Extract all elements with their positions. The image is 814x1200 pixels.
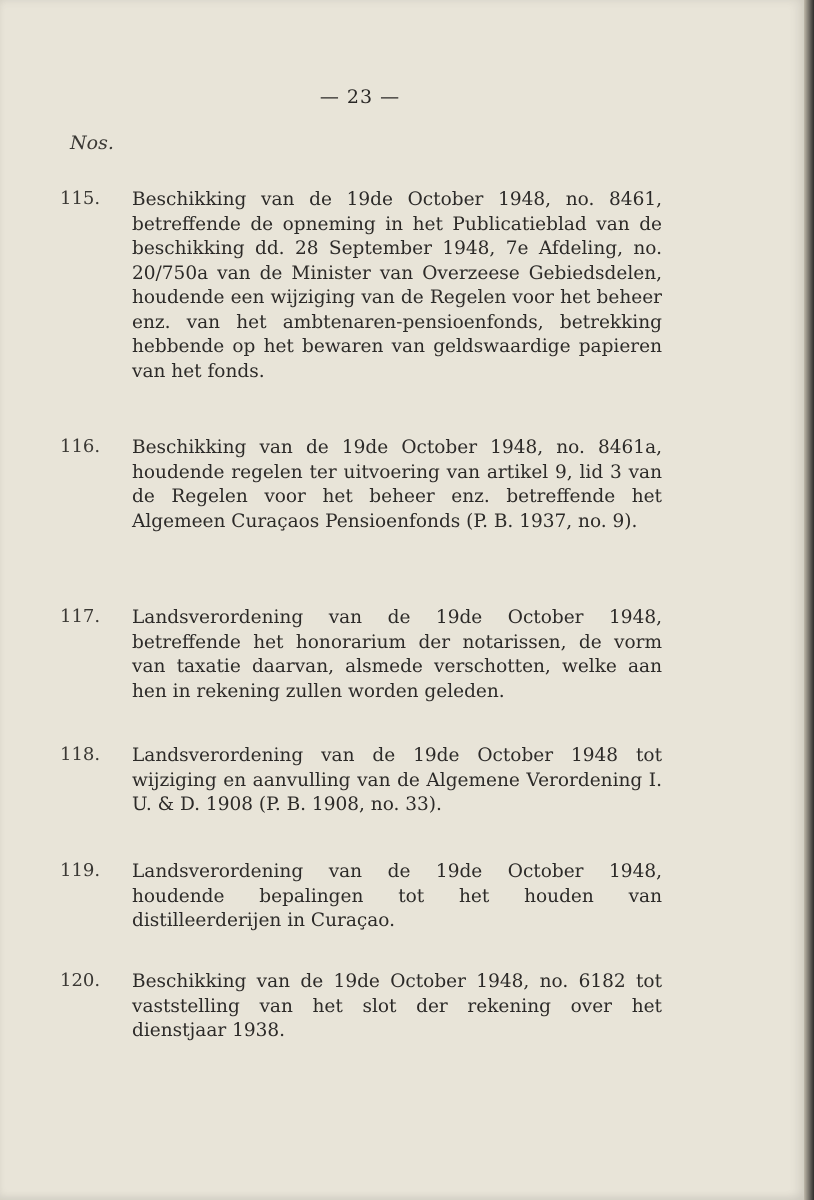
entry-text: Landsverordening van de 19de October 1948, houdende bepalingen tot het houden van distilleerderijen in Curaçao. <box>132 861 662 931</box>
entry-text: Landsverordening van de 19de October 1948, betreffende het honorarium der notarissen, de vorm van taxatie daarvan, alsmede verschotten, welke aan hen in rekening zullen worden geleden. <box>132 607 662 702</box>
entry-text: Beschikking van de 19de October 1948, no. 8461a, houdende regelen ter uitvoering van artikel 9, lid 3 van de Regelen voor het beheer enz. betreffende het Algemeen Curaçaos Pensioenfonds (P. B. 1937, no. 9). <box>132 437 662 532</box>
entry-number: 117. <box>60 606 101 627</box>
entry-number: 115. <box>60 188 101 209</box>
entry-text: Beschikking van de 19de October 1948, no. 8461, betreffende de opneming in het Publicatieblad van de beschikking dd. 28 September 1948, 7e Afdeling, no. 20/750a van de Minister van Overzeese Gebiedsdelen, houdende een wijziging van de Regelen voor het beheer enz. van het ambtenaren-pensioenfonds, betrekking hebbende op het bewaren van geldswaardige papieren van het fonds. <box>132 189 662 382</box>
entry-number: 120. <box>60 970 101 991</box>
entry-number: 119. <box>60 860 101 881</box>
entry-text: Beschikking van de 19de October 1948, no. 6182 tot vaststelling van het slot der rekening over het dienstjaar 1938. <box>132 971 662 1041</box>
nos-label: Nos. <box>70 132 114 154</box>
entry-number: 118. <box>60 744 101 765</box>
page-edge-shadow <box>804 0 814 1200</box>
page-number: — 23 — <box>319 86 401 108</box>
entry-text: Landsverordening van de 19de October 1948 tot wijziging en aanvulling van de Algemene Verordening I. U. & D. 1908 (P. B. 1908, no. 33). <box>132 745 662 815</box>
entry-number: 116. <box>60 436 101 457</box>
